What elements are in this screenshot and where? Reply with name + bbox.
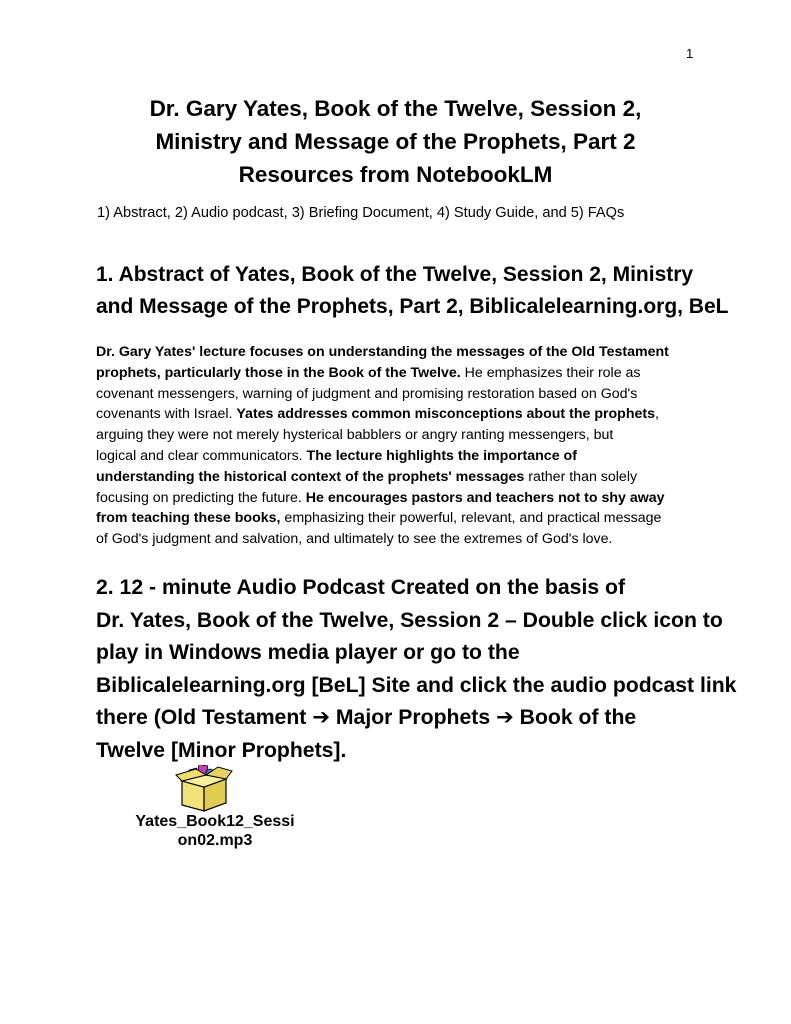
title-line: Resources from NotebookLM <box>238 162 553 187</box>
abstract-bold-text: Dr. Gary Yates' lecture focuses on understanding the messages of the Old Testament <box>96 344 669 360</box>
abstract-line <box>96 384 736 405</box>
abstract-bold-text: The lecture highlights the importance of <box>306 447 577 464</box>
heading-line: play in Windows media player or go to the <box>96 641 520 664</box>
abstract-line <box>96 508 736 529</box>
file-name-label[interactable] <box>90 812 340 850</box>
title-line: Dr. Gary Yates, Book of the Twelve, Session 2, <box>149 96 642 121</box>
abstract-bold-text: from teaching these books, <box>96 510 281 527</box>
file-name-line: on02.mp3 <box>177 832 253 849</box>
heading-line: and Message of the Prophets, Part 2, Biblicalelearning.org, BeL <box>96 295 729 318</box>
abstract-text: arguing they were not merely hysterical babblers or angry ranting messengers, but <box>96 427 614 444</box>
abstract-line <box>96 342 736 363</box>
breadcrumb-line <box>96 702 746 735</box>
audio-podcast-heading <box>96 572 746 767</box>
abstract-line <box>96 446 736 467</box>
title-line: Ministry and Message of the Prophets, Part 2 <box>155 129 636 154</box>
heading-line: Twelve [Minor Prophets]. <box>96 738 347 762</box>
abstract-text: , <box>655 406 659 423</box>
abstract-line <box>96 425 736 446</box>
audio-file-link[interactable] <box>90 765 340 855</box>
abstract-body <box>96 342 736 550</box>
abstract-bold-text: understanding the historical context of the prophets' messages <box>96 468 525 485</box>
abstract-line <box>96 529 736 550</box>
heading-line: Biblicalelearning.org [BeL] Site and click the audio podcast link <box>96 673 737 697</box>
abstract-text: focusing on predicting the future. <box>96 489 306 506</box>
abstract-line <box>96 363 736 384</box>
abstract-bold-text: prophets, particularly those in the Book of the Twelve. <box>96 364 461 381</box>
file-name-line: Yates_Book12_Sessi <box>135 813 295 830</box>
abstract-text: emphasizing their powerful, relevant, and practical message <box>280 510 662 527</box>
document-title <box>60 92 731 191</box>
abstract-line <box>96 488 736 509</box>
abstract-text: He emphasizes their role as <box>460 364 641 381</box>
page-number: 1 <box>686 46 694 61</box>
abstract-text: rather than solely <box>524 468 638 485</box>
package-file-icon[interactable] <box>174 765 234 813</box>
heading-line: 2. 12 - minute Audio Podcast Created on the basis of <box>96 576 625 599</box>
abstract-text: covenant messengers, warning of judgment and promising restoration based on God's <box>96 385 638 402</box>
resources-list: 1) Abstract, 2) Audio podcast, 3) Briefing Document, 4) Study Guide, and 5) FAQs <box>97 205 625 221</box>
abstract-bold-text: He encourages pastors and teachers not to shy away <box>305 489 665 506</box>
abstract-line <box>96 404 736 425</box>
breadcrumb-text: Book of the <box>513 706 637 729</box>
arrow-icon: ➔ <box>496 706 514 729</box>
abstract-line <box>96 467 736 488</box>
arrow-icon: ➔ <box>312 706 330 729</box>
abstract-text: logical and clear communicators. <box>96 447 307 464</box>
heading-line: Dr. Yates, Book of the Twelve, Session 2 – Double click icon to <box>96 608 723 632</box>
abstract-text: covenants with Israel. <box>96 406 237 423</box>
abstract-heading <box>96 259 746 323</box>
abstract-text: of God's judgment and salvation, and ultimately to see the extremes of God's love. <box>96 531 613 548</box>
breadcrumb-text: there (Old Testament <box>96 706 313 729</box>
heading-line: 1. Abstract of Yates, Book of the Twelve, Session 2, Ministry <box>96 263 694 286</box>
breadcrumb-text: Major Prophets <box>330 706 496 729</box>
abstract-bold-text: Yates addresses common misconceptions about the prophets <box>236 406 656 423</box>
